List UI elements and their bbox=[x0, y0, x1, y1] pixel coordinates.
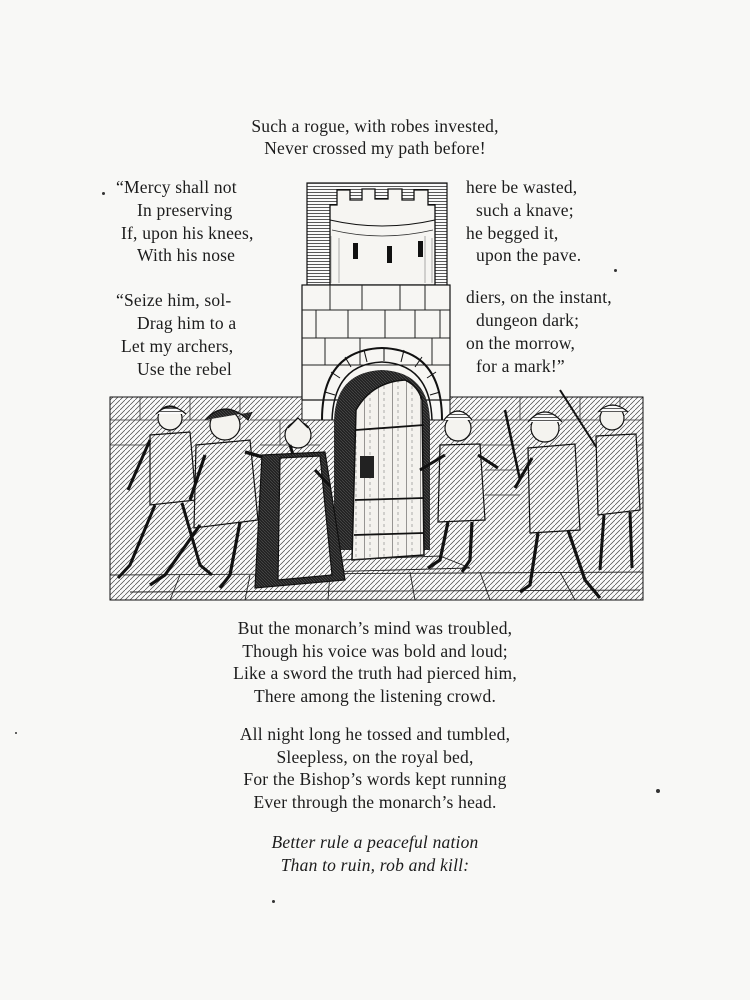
left-column-line-6: Drag him to a bbox=[137, 313, 237, 333]
right-column-line-5: diers, on the instant, bbox=[466, 287, 612, 307]
stanza-top-line-2: Never crossed my path before! bbox=[264, 138, 486, 158]
stanza-monarch-line-1: But the monarch’s mind was troubled, bbox=[237, 618, 513, 638]
scan-speck bbox=[656, 789, 660, 793]
stanza-monarch-line-3: Like a sword the truth had pierced him, bbox=[233, 663, 517, 683]
scan-speck bbox=[272, 900, 275, 903]
stanza-night-line-3: For the Bishop’s words kept running bbox=[243, 769, 507, 789]
stanza-monarch-line-4: There among the listening crowd. bbox=[253, 686, 497, 706]
stanza-top-line-1: Such a rogue, with robes invested, bbox=[251, 116, 499, 136]
tower-turret bbox=[307, 183, 447, 285]
left-column-line-8: Use the rebel bbox=[137, 359, 232, 379]
left-column-line-4: With his nose bbox=[137, 245, 236, 265]
stanza-night-line-1: All night long he tossed and tumbled, bbox=[239, 724, 511, 744]
left-column-line-3: If, upon his knees, bbox=[121, 223, 254, 243]
right-column-line-6: dungeon dark; bbox=[476, 310, 580, 330]
stanza-italic-line-1: Better rule a peaceful nation bbox=[271, 832, 479, 852]
right-column-line-1: here be wasted, bbox=[466, 177, 578, 197]
stanza-night-line-4: Ever through the monarch’s head. bbox=[253, 792, 497, 812]
stanza-night-line-2: Sleepless, on the royal bed, bbox=[276, 747, 474, 767]
right-column-line-3: he begged it, bbox=[466, 223, 559, 243]
left-column-line-2: In preserving bbox=[137, 200, 233, 220]
stanza-italic-line-2: Than to ruin, rob and kill: bbox=[280, 855, 470, 875]
scan-speck bbox=[102, 192, 105, 195]
right-column-line-7: on the morrow, bbox=[466, 333, 576, 353]
stanza-monarch-line-2: Though his voice was bold and loud; bbox=[242, 641, 508, 661]
left-column-line-5: “Seize him, sol- bbox=[116, 290, 232, 310]
right-column-line-2: such a knave; bbox=[476, 200, 574, 220]
right-column-line-8: for a mark!” bbox=[476, 356, 565, 376]
left-column-line-7: Let my archers, bbox=[121, 336, 234, 356]
scan-speck bbox=[15, 732, 17, 734]
right-column-line-4: upon the pave. bbox=[476, 245, 582, 265]
left-column-line-1: “Mercy shall not bbox=[116, 177, 237, 197]
scan-speck bbox=[614, 269, 617, 272]
